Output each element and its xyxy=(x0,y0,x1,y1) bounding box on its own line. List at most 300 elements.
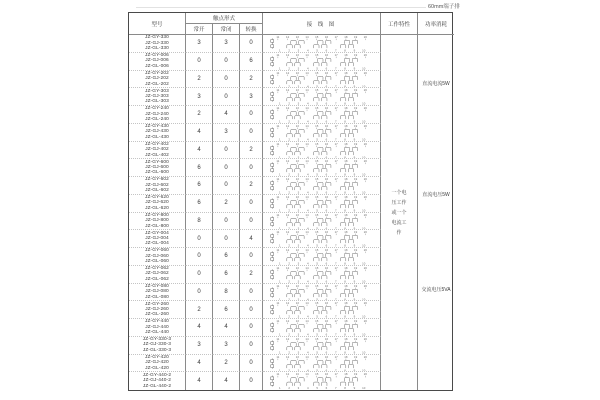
co-count-cell: 0 xyxy=(240,195,263,213)
svg-text:19: 19 xyxy=(354,177,358,181)
svg-text:19: 19 xyxy=(354,70,358,75)
svg-text:12: 12 xyxy=(285,123,290,128)
svg-text:16: 16 xyxy=(324,106,329,110)
svg-text:11: 11 xyxy=(276,123,280,128)
model-cell xyxy=(129,106,186,124)
svg-text:10: 10 xyxy=(362,314,366,318)
svg-text:17: 17 xyxy=(334,283,338,288)
model-code: JZ-GJ-402 xyxy=(145,147,169,153)
co-count-cell: 0 xyxy=(240,124,263,142)
svg-text:18: 18 xyxy=(344,354,348,359)
wiring-diagram-cell xyxy=(263,266,381,284)
svg-text:9: 9 xyxy=(353,279,356,283)
svg-text:8: 8 xyxy=(344,261,346,265)
svg-text:4: 4 xyxy=(307,83,309,88)
svg-text:7: 7 xyxy=(334,154,337,159)
svg-text:17: 17 xyxy=(334,159,338,164)
svg-text:17: 17 xyxy=(334,88,338,93)
svg-text:1: 1 xyxy=(279,386,281,390)
header-wiring-diagram: 接 线 图 xyxy=(263,13,381,35)
svg-text:3: 3 xyxy=(297,225,300,230)
model-cell xyxy=(129,213,186,231)
svg-text:18: 18 xyxy=(344,301,348,306)
no-count-cell: 3 xyxy=(186,35,213,53)
svg-text:10: 10 xyxy=(362,296,366,301)
svg-text:10: 10 xyxy=(362,172,366,176)
svg-text:12: 12 xyxy=(285,212,290,217)
wiring-diagram-cell xyxy=(263,177,381,195)
svg-text:10: 10 xyxy=(362,261,366,265)
svg-text:7: 7 xyxy=(334,332,337,336)
svg-text:11: 11 xyxy=(276,336,280,341)
model-cell xyxy=(129,53,186,71)
svg-text:12: 12 xyxy=(285,265,290,270)
svg-text:8: 8 xyxy=(344,314,346,318)
svg-text:2: 2 xyxy=(288,261,290,265)
svg-text:2: 2 xyxy=(288,48,290,52)
svg-text:18: 18 xyxy=(344,70,348,75)
svg-text:8: 8 xyxy=(344,386,346,390)
svg-text:18: 18 xyxy=(344,319,348,323)
svg-text:6: 6 xyxy=(325,101,328,105)
svg-text:7: 7 xyxy=(334,66,337,70)
svg-text:5: 5 xyxy=(316,296,318,301)
svg-text:12: 12 xyxy=(285,70,290,75)
svg-text:6: 6 xyxy=(325,261,328,265)
svg-text:1: 1 xyxy=(279,101,281,105)
co-count-cell: 4 xyxy=(240,230,263,248)
svg-text:2: 2 xyxy=(288,367,290,372)
model-cell xyxy=(129,142,186,160)
svg-text:4: 4 xyxy=(307,243,309,247)
svg-text:4: 4 xyxy=(307,101,309,105)
work-characteristic-text: 一个电压工作或一个电流工作 xyxy=(391,189,407,236)
svg-text:12: 12 xyxy=(285,194,290,199)
model-code: JZ-GJ-080 xyxy=(145,289,169,295)
wiring-diagram xyxy=(263,372,380,390)
no-count-cell: 8 xyxy=(186,213,213,231)
svg-text:4: 4 xyxy=(307,386,309,390)
svg-text:7: 7 xyxy=(334,225,337,230)
svg-text:3: 3 xyxy=(297,48,300,52)
svg-text:9: 9 xyxy=(353,83,356,88)
svg-text:19: 19 xyxy=(354,212,358,217)
model-code: JZ-GJ-430 xyxy=(145,129,169,135)
svg-text:15: 15 xyxy=(315,301,319,306)
nc-count-cell: 6 xyxy=(213,266,240,284)
svg-text:3: 3 xyxy=(297,119,300,123)
svg-text:11: 11 xyxy=(276,194,280,199)
svg-text:13: 13 xyxy=(295,372,299,377)
co-count-cell: 2 xyxy=(240,266,263,284)
svg-text:7: 7 xyxy=(334,261,337,265)
model-code: JZ-GL-620 xyxy=(145,205,169,211)
svg-text:2: 2 xyxy=(288,243,290,247)
svg-text:3: 3 xyxy=(297,208,300,212)
svg-text:7: 7 xyxy=(334,172,337,176)
svg-text:19: 19 xyxy=(354,372,358,377)
svg-text:4: 4 xyxy=(307,296,309,301)
svg-text:2: 2 xyxy=(288,137,290,141)
svg-text:5: 5 xyxy=(316,101,318,105)
svg-text:9: 9 xyxy=(353,296,356,301)
svg-text:5: 5 xyxy=(316,314,318,318)
model-code: JZ-GJ-006 xyxy=(145,58,169,64)
svg-text:7: 7 xyxy=(334,296,337,301)
svg-text:6: 6 xyxy=(325,332,328,336)
wiring-diagram-cell xyxy=(263,213,381,231)
svg-text:15: 15 xyxy=(315,159,319,164)
svg-text:13: 13 xyxy=(295,35,299,39)
model-code: JZ-GY-430 xyxy=(145,124,169,130)
svg-text:19: 19 xyxy=(354,194,358,199)
svg-text:18: 18 xyxy=(344,35,348,39)
svg-text:2: 2 xyxy=(288,154,290,159)
svg-text:16: 16 xyxy=(324,319,329,323)
svg-text:4: 4 xyxy=(307,119,309,123)
svg-text:6: 6 xyxy=(325,119,328,123)
svg-text:6: 6 xyxy=(325,48,328,52)
model-code: JZ-GJ-440 xyxy=(145,324,169,330)
model-code: JZ-GY-420 xyxy=(145,354,169,360)
model-code: JZ-GJ-240 xyxy=(145,111,169,117)
model-code: JZ-GY-202 xyxy=(145,70,169,76)
svg-text:3: 3 xyxy=(297,66,300,70)
svg-text:3: 3 xyxy=(297,314,300,318)
svg-text:13: 13 xyxy=(295,283,299,288)
svg-text:1: 1 xyxy=(279,367,281,372)
model-cell xyxy=(129,230,186,248)
svg-text:12: 12 xyxy=(285,35,290,39)
model-cell xyxy=(129,177,186,195)
svg-text:17: 17 xyxy=(334,123,338,128)
wiring-diagram-cell xyxy=(263,159,381,177)
svg-text:20: 20 xyxy=(363,106,367,110)
wiring-diagram xyxy=(263,230,380,247)
svg-text:9: 9 xyxy=(353,190,356,194)
svg-text:15: 15 xyxy=(315,177,319,181)
svg-text:6: 6 xyxy=(325,137,328,141)
model-code: JZ-GY-402 xyxy=(145,141,169,147)
model-cell xyxy=(129,159,186,177)
power-note-dc-current: 直流电流5W xyxy=(422,80,450,87)
svg-text:11: 11 xyxy=(276,265,280,270)
svg-text:6: 6 xyxy=(325,172,328,176)
model-code: JZ-GJ-420 xyxy=(145,360,169,366)
svg-text:14: 14 xyxy=(305,70,309,75)
svg-text:6: 6 xyxy=(325,225,328,230)
svg-text:5: 5 xyxy=(316,119,318,123)
svg-text:18: 18 xyxy=(344,194,348,199)
model-cell xyxy=(129,88,186,106)
svg-text:2: 2 xyxy=(288,296,290,301)
svg-text:5: 5 xyxy=(316,48,318,52)
svg-text:13: 13 xyxy=(295,354,299,359)
svg-text:1: 1 xyxy=(279,190,281,194)
wiring-diagram-cell xyxy=(263,301,381,319)
svg-text:5: 5 xyxy=(316,332,318,336)
model-cell xyxy=(129,124,186,142)
svg-text:16: 16 xyxy=(324,265,329,270)
svg-text:7: 7 xyxy=(334,83,337,88)
svg-text:1: 1 xyxy=(279,261,281,265)
svg-text:17: 17 xyxy=(334,372,338,377)
co-count-cell: 2 xyxy=(240,177,263,195)
svg-text:1: 1 xyxy=(279,350,281,354)
svg-text:1: 1 xyxy=(279,154,281,159)
svg-text:4: 4 xyxy=(307,154,309,159)
no-count-cell: 4 xyxy=(186,142,213,160)
co-count-cell: 0 xyxy=(240,319,263,337)
svg-text:12: 12 xyxy=(285,159,290,164)
co-count-cell: 6 xyxy=(240,53,263,71)
wiring-diagram xyxy=(263,248,380,265)
nc-count-cell: 6 xyxy=(213,301,240,319)
svg-text:19: 19 xyxy=(354,283,358,288)
model-code: JZ-GL-430 xyxy=(145,134,169,140)
svg-text:5: 5 xyxy=(316,386,318,390)
nc-count-cell: 0 xyxy=(213,71,240,89)
svg-text:19: 19 xyxy=(354,230,358,235)
svg-text:18: 18 xyxy=(344,265,348,270)
svg-text:7: 7 xyxy=(334,350,337,354)
no-count-cell: 0 xyxy=(186,248,213,266)
svg-text:10: 10 xyxy=(362,83,366,88)
no-count-cell: 0 xyxy=(186,230,213,248)
svg-text:14: 14 xyxy=(305,123,309,128)
svg-text:15: 15 xyxy=(315,248,319,252)
svg-text:2: 2 xyxy=(288,386,290,390)
model-code: JZ-GY-303 xyxy=(145,88,169,94)
svg-text:13: 13 xyxy=(295,177,299,181)
svg-text:1: 1 xyxy=(279,279,281,283)
svg-text:11: 11 xyxy=(276,354,280,359)
nc-count-cell: 0 xyxy=(213,159,240,177)
svg-text:12: 12 xyxy=(285,301,290,306)
wiring-diagram-cell xyxy=(263,71,381,89)
svg-text:11: 11 xyxy=(276,212,280,217)
svg-text:15: 15 xyxy=(315,265,319,270)
model-code: JZ-GY-440-2 xyxy=(142,373,172,379)
svg-text:7: 7 xyxy=(334,367,337,372)
svg-text:2: 2 xyxy=(288,350,290,354)
svg-text:20: 20 xyxy=(363,141,367,146)
svg-text:8: 8 xyxy=(344,208,346,212)
svg-text:20: 20 xyxy=(363,301,367,306)
svg-text:18: 18 xyxy=(344,283,348,288)
svg-text:11: 11 xyxy=(276,319,280,323)
svg-text:18: 18 xyxy=(344,88,348,93)
svg-text:10: 10 xyxy=(362,279,366,283)
svg-text:13: 13 xyxy=(295,88,299,93)
svg-text:4: 4 xyxy=(307,367,309,372)
svg-text:4: 4 xyxy=(307,314,309,318)
svg-text:8: 8 xyxy=(344,190,346,194)
model-code: JZ-GL-330-3 xyxy=(142,347,172,353)
nc-count-cell: 0 xyxy=(213,142,240,160)
svg-text:1: 1 xyxy=(279,48,281,52)
svg-text:14: 14 xyxy=(305,35,309,39)
nc-count-cell: 3 xyxy=(213,35,240,53)
svg-text:3: 3 xyxy=(297,83,300,88)
svg-text:5: 5 xyxy=(316,154,318,159)
nc-count-cell: 4 xyxy=(213,372,240,390)
model-code: JZ-GY-006 xyxy=(145,53,169,59)
svg-text:8: 8 xyxy=(344,296,346,301)
wiring-diagram-cell xyxy=(263,248,381,266)
svg-text:8: 8 xyxy=(344,332,346,336)
co-count-cell: 0 xyxy=(240,337,263,355)
svg-text:9: 9 xyxy=(353,350,356,354)
svg-text:12: 12 xyxy=(285,372,290,377)
svg-text:8: 8 xyxy=(344,83,346,88)
svg-text:9: 9 xyxy=(353,101,356,105)
svg-text:19: 19 xyxy=(354,123,358,128)
wiring-diagram xyxy=(263,106,380,123)
svg-text:4: 4 xyxy=(307,332,309,336)
svg-text:2: 2 xyxy=(288,208,290,212)
work-characteristic-cell xyxy=(381,35,418,390)
co-count-cell: 2 xyxy=(240,142,263,160)
svg-text:4: 4 xyxy=(307,190,309,194)
svg-text:9: 9 xyxy=(353,154,356,159)
svg-text:1: 1 xyxy=(279,208,281,212)
svg-text:14: 14 xyxy=(305,372,309,377)
nc-count-cell: 3 xyxy=(213,337,240,355)
svg-text:10: 10 xyxy=(362,66,366,70)
svg-text:6: 6 xyxy=(325,386,328,390)
svg-text:5: 5 xyxy=(316,261,318,265)
svg-text:5: 5 xyxy=(316,190,318,194)
model-code: JZ-GY-440 xyxy=(145,319,169,325)
svg-text:13: 13 xyxy=(295,265,299,270)
svg-text:3: 3 xyxy=(297,367,300,372)
svg-text:10: 10 xyxy=(362,332,366,336)
svg-text:15: 15 xyxy=(315,70,319,75)
header-contact-form: 触点形式 xyxy=(186,13,263,24)
svg-text:15: 15 xyxy=(315,52,319,57)
svg-text:3: 3 xyxy=(297,350,300,354)
wiring-diagram xyxy=(263,213,380,230)
model-code: JZ-GJ-004 xyxy=(145,235,169,241)
svg-text:17: 17 xyxy=(334,70,338,75)
svg-text:16: 16 xyxy=(324,354,329,359)
svg-text:18: 18 xyxy=(344,177,348,181)
svg-text:7: 7 xyxy=(334,279,337,283)
power-consumption-cell xyxy=(418,35,454,390)
svg-text:14: 14 xyxy=(305,52,309,57)
svg-text:19: 19 xyxy=(354,336,358,341)
svg-text:6: 6 xyxy=(325,314,328,318)
svg-text:11: 11 xyxy=(276,283,280,288)
header-normally-closed: 常闭 xyxy=(213,24,240,35)
svg-text:18: 18 xyxy=(344,123,348,128)
svg-text:11: 11 xyxy=(276,70,280,75)
wiring-diagram xyxy=(263,319,380,336)
svg-text:13: 13 xyxy=(295,141,299,146)
svg-text:6: 6 xyxy=(325,154,328,159)
svg-text:3: 3 xyxy=(297,279,300,283)
wiring-diagram-cell xyxy=(263,319,381,337)
svg-text:2: 2 xyxy=(288,332,290,336)
svg-text:2: 2 xyxy=(288,314,290,318)
svg-text:8: 8 xyxy=(344,101,346,105)
svg-text:7: 7 xyxy=(334,386,337,390)
svg-text:15: 15 xyxy=(315,123,319,128)
svg-text:20: 20 xyxy=(363,230,367,235)
wiring-diagram xyxy=(263,337,380,354)
svg-text:17: 17 xyxy=(334,301,338,306)
model-code: JZ-GJ-062 xyxy=(145,271,169,277)
svg-text:13: 13 xyxy=(295,230,299,235)
svg-text:8: 8 xyxy=(344,119,346,123)
svg-text:13: 13 xyxy=(295,248,299,252)
svg-text:9: 9 xyxy=(353,119,356,123)
model-code: JZ-GL-440 xyxy=(145,330,169,336)
svg-text:8: 8 xyxy=(344,243,346,247)
model-code: JZ-GL-800 xyxy=(145,223,169,229)
svg-text:8: 8 xyxy=(344,172,346,176)
svg-text:15: 15 xyxy=(315,336,319,341)
svg-text:13: 13 xyxy=(295,336,299,341)
power-note-dc-voltage: 直流电压5W xyxy=(422,192,450,199)
svg-text:12: 12 xyxy=(285,319,290,323)
nc-count-cell: 8 xyxy=(213,284,240,302)
model-cell xyxy=(129,319,186,337)
svg-text:7: 7 xyxy=(334,190,337,194)
svg-text:10: 10 xyxy=(362,190,366,194)
svg-text:14: 14 xyxy=(305,283,309,288)
svg-text:4: 4 xyxy=(307,172,309,176)
wiring-diagram xyxy=(263,266,380,283)
svg-text:2: 2 xyxy=(288,83,290,88)
svg-text:2: 2 xyxy=(288,190,290,194)
svg-text:20: 20 xyxy=(363,354,367,359)
wiring-diagram-cell xyxy=(263,53,381,71)
nc-count-cell: 0 xyxy=(213,53,240,71)
svg-text:1: 1 xyxy=(279,172,281,176)
svg-text:5: 5 xyxy=(316,279,318,283)
svg-text:7: 7 xyxy=(334,243,337,247)
wiring-diagram-cell xyxy=(263,355,381,373)
model-code: JZ-GJ-303 xyxy=(145,93,169,99)
svg-text:9: 9 xyxy=(353,314,356,318)
svg-text:3: 3 xyxy=(297,137,300,141)
svg-text:14: 14 xyxy=(305,159,309,164)
svg-text:18: 18 xyxy=(344,372,348,377)
no-count-cell: 4 xyxy=(186,355,213,373)
wiring-diagram-cell xyxy=(263,337,381,355)
svg-text:18: 18 xyxy=(344,248,348,252)
svg-text:5: 5 xyxy=(316,243,318,247)
svg-text:8: 8 xyxy=(344,350,346,354)
model-code: JZ-GJ-202 xyxy=(145,76,169,82)
wiring-diagram-cell xyxy=(263,284,381,302)
svg-text:20: 20 xyxy=(363,70,367,75)
svg-text:6: 6 xyxy=(325,243,328,247)
svg-text:1: 1 xyxy=(279,314,281,318)
model-code: JZ-GY-800 xyxy=(145,212,169,218)
svg-text:12: 12 xyxy=(285,106,290,110)
svg-text:20: 20 xyxy=(363,248,367,252)
svg-text:9: 9 xyxy=(353,261,356,265)
model-cell xyxy=(129,372,186,390)
svg-text:7: 7 xyxy=(334,314,337,318)
wiring-diagram xyxy=(263,177,380,194)
svg-text:16: 16 xyxy=(324,159,329,164)
svg-text:20: 20 xyxy=(363,177,367,181)
svg-text:16: 16 xyxy=(324,194,329,199)
